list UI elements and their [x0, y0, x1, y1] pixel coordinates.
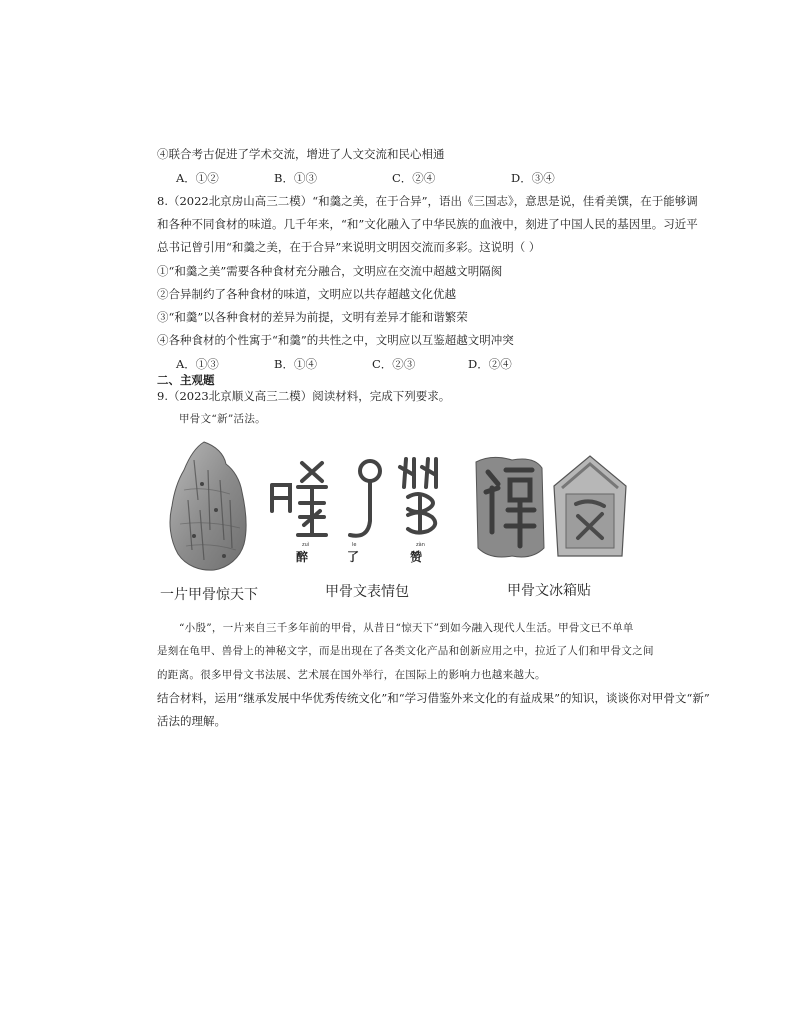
emoji-char-2: 了 — [347, 550, 360, 564]
oracle-bone-image — [164, 440, 250, 572]
q8-stem-line3: 总书记曾引用“和羹之美，在于合异”来说明文明因交流而多彩。这说明（ ） — [157, 240, 541, 254]
q8-option-a[interactable]: A．①③ — [176, 357, 219, 371]
section-title: 二、主观题 — [157, 373, 215, 387]
emoji-char-3: 赞 — [410, 550, 423, 564]
emoji-pinyin-1: zuì — [302, 542, 310, 548]
oracle-emoji-glyphs — [268, 455, 468, 547]
caption-fridge-magnet: 甲骨文冰箱贴 — [507, 583, 591, 599]
q7-option-a[interactable]: A．①② — [176, 171, 219, 185]
q7-option-c[interactable]: C．②④ — [392, 171, 436, 185]
q9-stem: 9.（2023北京顺义高三二模）阅读材料，完成下列要求。 — [157, 389, 451, 403]
q8-option-c[interactable]: C．②③ — [372, 357, 416, 371]
q8-item-3: ③“和羹”以各种食材的差异为前提，文明有差异才能和谐繁荣 — [157, 310, 468, 324]
q9-material-line1: “小殷”，一片来自三千多年前的甲骨，从昔日“惊天下”到如今融入现代人生活。甲骨文已不单单 — [179, 622, 634, 634]
q8-stem-line1: 8.（2022北京房山高三二模）“和羹之美，在于合异”，语出《三国志》，意思是说，佳肴美馔，在于能够调 — [157, 194, 698, 208]
emoji-pinyin-3: zàn — [416, 542, 425, 548]
q8-item-1: ①“和羹之美”需要各种食材充分融合，文明应在交流中超越文明隔阂 — [157, 264, 503, 278]
q7-option-d[interactable]: D．③④ — [511, 171, 555, 185]
q9-task-line1: 结合材料，运用“继承发展中华优秀传统文化”和“学习借鉴外来文化的有益成果”的知识，谈谈你对甲骨文“新” — [157, 691, 710, 705]
fridge-magnet-image — [472, 452, 632, 564]
caption-emoji: 甲骨文表情包 — [325, 584, 409, 600]
emoji-char-1: 醉 — [296, 550, 309, 564]
q9-material-line3: 的距离。很多甲骨文书法展、艺术展在国外举行，在国际上的影响力也越来越大。 — [157, 669, 546, 681]
q8-option-d[interactable]: D．②④ — [468, 357, 512, 371]
q8-stem-line2: 和各种不同食材的味道。几千年来，“和”文化融入了中华民族的血液中，刻进了中国人民的基因里。习近平 — [157, 217, 698, 231]
q9-material-line2: 是刻在龟甲、兽骨上的神秘文字，而是出现在了各类文化产品和创新应用之中，拉近了人们和甲骨文之间 — [157, 645, 654, 657]
emoji-pinyin-2: le — [352, 542, 357, 548]
caption-oracle-bone: 一片甲骨惊天下 — [160, 587, 258, 603]
q7-option-b[interactable]: B．①③ — [274, 171, 317, 185]
q8-item-4: ④各种食材的个性寓于“和羹”的共性之中，文明应以互鉴超越文明冲突 — [157, 333, 514, 347]
q8-option-b[interactable]: B．①④ — [274, 357, 317, 371]
q7-item-4: ④联合考古促进了学术交流，增进了人文交流和民心相通 — [157, 147, 445, 161]
q9-subtitle: 甲骨文“新”活法。 — [179, 413, 266, 425]
q8-item-2: ②合异制约了各种食材的味道，文明应以共存超越文化优越 — [157, 287, 456, 301]
q9-task-line2: 活法的理解。 — [157, 714, 226, 728]
